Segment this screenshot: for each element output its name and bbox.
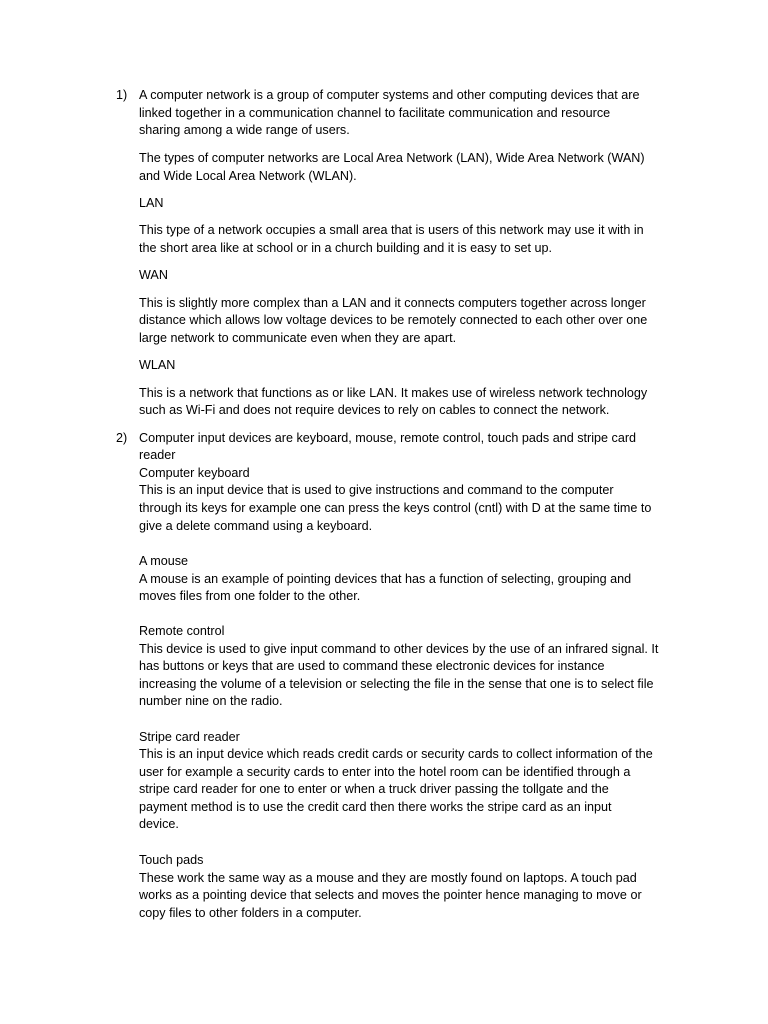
wlan-text-line1: This is a network that functions as or like LAN. It makes use of wireless network technology: [139, 385, 648, 400]
wan-text-line3: large network to communicate even when they are apart.: [139, 330, 457, 345]
para1-line2: linked together in a communication channel to facilitate communication and resource: [139, 105, 611, 120]
wan-heading: WAN: [139, 267, 168, 282]
remote-text-line2: has buttons or keys that are used to command these electronic devices for instance: [139, 659, 605, 673]
list-number-1: 1): [116, 88, 128, 102]
touch-text-line3: copy files to other folders in a computer.: [139, 905, 362, 920]
para1-line3: sharing among a wide range of users.: [139, 123, 350, 137]
wlan-heading: WLAN: [139, 358, 176, 372]
intro-line1: Computer input devices are keyboard, mouse, remote control, touch pads and stripe card: [139, 430, 637, 445]
remote-heading: Remote control: [139, 624, 225, 638]
keyboard-text-line1: This is an input device that is used to give instructions and command to the computer: [139, 483, 614, 497]
keyboard-text-line2: through its keys for example one can press the keys control (cntl) with D at the same time to: [139, 500, 652, 515]
mouse-heading: A mouse: [139, 554, 189, 568]
mouse-text-line1: A mouse is an example of pointing devices that has a function of selecting, grouping and: [139, 571, 632, 586]
stripe-text-line1: This is an input device which reads credit cards or security cards to collect information of the: [139, 747, 653, 761]
wan-text-line2: distance which allows low voltage devices to be remotely connected to each other over one: [139, 313, 648, 327]
touch-heading: Touch pads: [139, 853, 204, 867]
remote-text-line1: This device is used to give input command to other devices by the use of an infrared signal. It: [139, 641, 659, 656]
keyboard-text-line3: give a delete command using a keyboard.: [139, 518, 373, 533]
touch-text-line2: works as a pointing device that selects and moves the pointer hence managing to move or: [139, 888, 642, 902]
stripe-heading: Stripe card reader: [139, 729, 240, 744]
keyboard-heading: Computer keyboard: [139, 465, 250, 480]
stripe-text-line5: device.: [139, 817, 179, 831]
wan-text-line1: This is slightly more complex than a LAN and it connects computers together across longer: [139, 295, 646, 310]
stripe-text-line2: user for example a security cards to enter into the hotel room can be identified through a: [139, 764, 631, 779]
lan-text-line2: the short area like at school or in a church building and it is easy to set up.: [139, 240, 553, 255]
intro-line2: reader: [139, 448, 176, 462]
touch-text-line1: These work the same way as a mouse and they are mostly found on laptops. A touch pad: [139, 870, 637, 885]
stripe-text-line3: stripe card reader for one to enter or when a truck driver passing the tollgate and the: [139, 782, 609, 796]
stripe-text-line4: payment method is to use the credit card then there works the stripe card as an input: [139, 799, 612, 814]
mouse-text-line2: moves files from one folder to the other.: [139, 589, 361, 603]
list-number-2: 2): [116, 430, 128, 445]
lan-text-line1: This type of a network occupies a small area that is users of this network may use it with in: [139, 223, 644, 237]
para2-line2: and Wide Local Area Network (WLAN).: [139, 168, 357, 183]
wlan-text-line2: such as Wi-Fi and does not require devices to rely on cables to connect the network.: [139, 403, 610, 417]
para2-line1: The types of computer networks are Local Area Network (LAN), Wide Area Network (WAN): [139, 151, 645, 165]
para1-line1: A computer network is a group of computer systems and other computing devices that are: [139, 88, 640, 102]
lan-heading: LAN: [139, 195, 164, 210]
remote-text-line3: increasing the volume of a television or selecting the file in the sense that one is to select file: [139, 676, 654, 691]
remote-text-line4: number nine on the radio.: [139, 694, 283, 708]
